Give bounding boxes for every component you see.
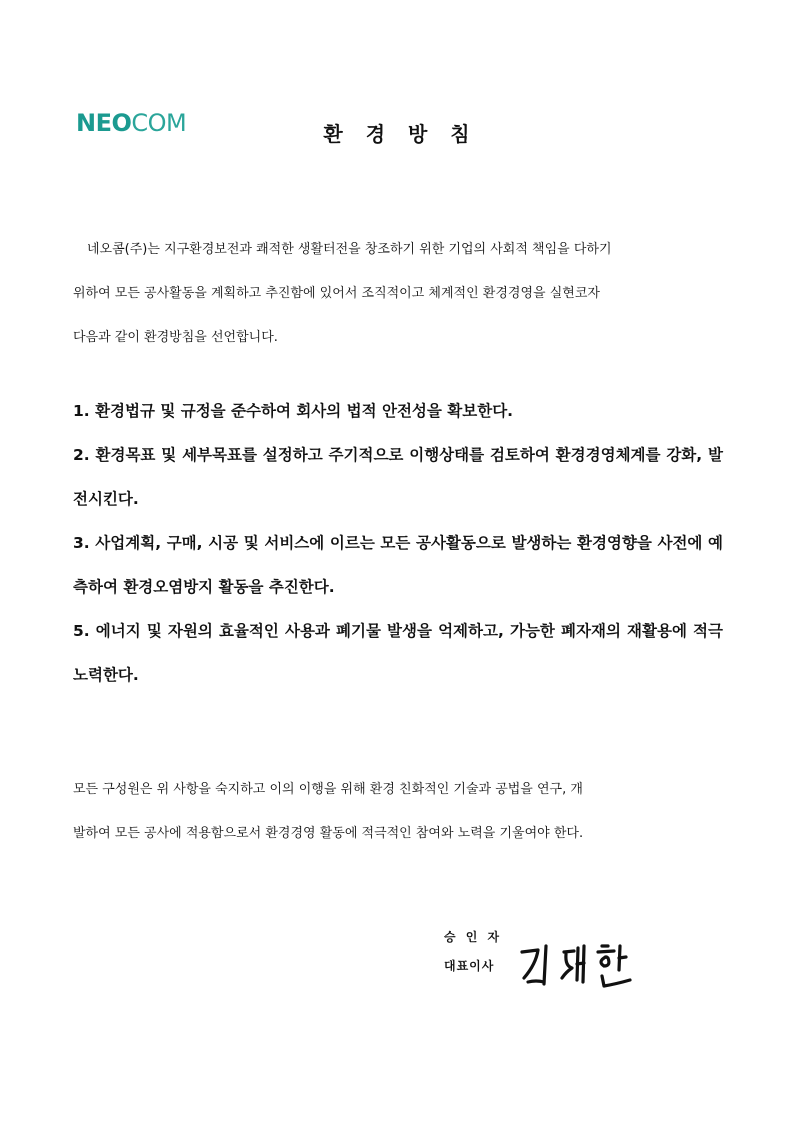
closing-line-1: 모든 구성원은 위 사항을 숙지하고 이의 이행을 위해 환경 친화적인 기술과 공법을 연구, 개	[73, 782, 583, 797]
closing-paragraph	[73, 768, 723, 856]
policy-list	[73, 389, 723, 697]
ceo-label: 대표이사	[444, 959, 495, 973]
closing-line-2: 발하여 모든 공사에 적용함으로서 환경경영 활동에 적극적인 참여와 노력을 기울여야 한다.	[73, 826, 584, 841]
intro-line-2: 위하여 모든 공사활동을 계획하고 추진함에 있어서 조직적이고 체계적인 환경경영을 실현코자	[73, 286, 600, 301]
page-title: 환 경 방 침	[323, 122, 478, 146]
intro-paragraph	[73, 228, 723, 360]
policy-item-5: 5. 에너지 및 자원의 효율적인 사용과 폐기물 발생을 억제하고, 가능한 폐자재의 재활용에 적극 노력한다.	[73, 622, 723, 684]
policy-item-1: 1. 환경법규 및 규정을 준수하여 회사의 법적 안전성을 확보한다.	[73, 402, 514, 420]
signature-image	[516, 938, 640, 990]
logo-wordmark-light: COM	[131, 109, 187, 137]
policy-item-3: 3. 사업계획, 구매, 시공 및 서비스에 이르는 모든 공사활동으로 발생하는 환경영향을 사전에 예측하여 환경오염방지 활동을 추진한다.	[73, 534, 723, 596]
approver-label: 승 인 자	[444, 930, 503, 944]
intro-line-1: 네오콤(주)는 지구환경보전과 쾌적한 생활터전을 창조하기 위한 기업의 사회적 책임을 다하기	[87, 242, 612, 257]
logo-wordmark-bold: NEO	[76, 109, 132, 137]
policy-item-2: 2. 환경목표 및 세부목표를 설정하고 주기적으로 이행상태를 검토하여 환경경영체계를 강화, 발전시킨다.	[73, 446, 723, 508]
intro-line-3: 다음과 같이 환경방침을 선언합니다.	[73, 330, 278, 345]
